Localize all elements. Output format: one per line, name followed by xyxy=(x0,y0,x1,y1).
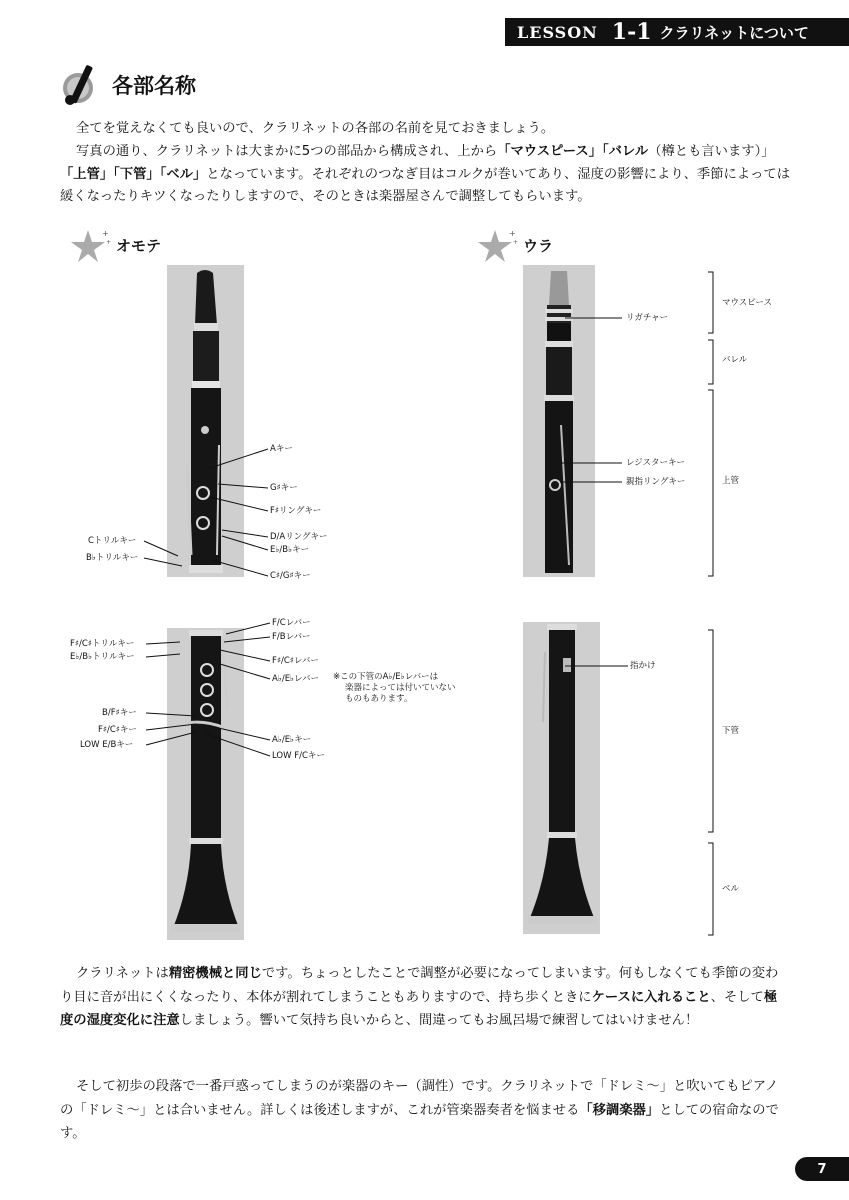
term-bell: 「ベル」 xyxy=(159,166,207,182)
back-upper-photo xyxy=(523,265,595,577)
star-icon xyxy=(68,226,112,264)
intro-paragraph xyxy=(60,118,790,141)
body1-bold-f: 極度の湿度変化に注意 xyxy=(60,989,778,1028)
label-da-ring-key: D/Aリングキー xyxy=(270,532,328,542)
page-number: 7 xyxy=(795,1157,849,1181)
term-upper: 「上管」 xyxy=(60,166,114,182)
back-lower-photo xyxy=(523,622,600,934)
label-c-trill-key: Cトリルキー xyxy=(88,536,137,546)
body1-bold-d: ケースに入れること xyxy=(591,989,711,1005)
note-line-3: ものもあります。 xyxy=(345,694,413,704)
label-fsc-key: F♯/C♯キー xyxy=(98,725,137,735)
front-lower-photo xyxy=(167,628,244,940)
svg-text:+: + xyxy=(509,229,516,238)
label-thumb-ring-key: 親指リングキー xyxy=(626,477,686,487)
label-a-key: Aキー xyxy=(270,444,293,454)
body1-bold-b: 精密機械と同じ xyxy=(168,966,262,981)
body1-text-a: クラリネットは xyxy=(76,966,169,981)
label-fs-ring-key: F♯リングキー xyxy=(270,506,322,516)
star-icon xyxy=(475,226,519,264)
svg-text:+: + xyxy=(513,239,519,246)
body-paragraph-1 xyxy=(60,962,790,1033)
intro-text-2: （樽とも言います）」 xyxy=(648,144,775,159)
intro-text: 写真の通り、クラリネットは大まかに5つの部品から構成され、上から xyxy=(76,144,498,159)
body1-text-c: です。ちょっとしたことで調整が必要になってしまいます。何もしなくても季節の変わり目に音が出にくくなったり、本体が割れてしまうこともありますので、持ち歩くときに xyxy=(60,966,779,1005)
lesson-title: クラリネットについて xyxy=(659,23,809,42)
lesson-label: LESSON xyxy=(517,22,598,42)
body2-bold-b: 「移調楽器」 xyxy=(579,1102,660,1118)
label-ab-lever: A♭/E♭レバー xyxy=(272,674,319,684)
clarinet-front-lower-image xyxy=(167,628,244,940)
body2-text-c: としての宿命なのです。 xyxy=(60,1102,779,1141)
label-cs-key: C♯/G♯キー xyxy=(270,571,311,581)
label-gs-key: G♯キー xyxy=(270,483,298,493)
part-bell: ベル xyxy=(722,884,740,894)
body1-text-g: しましょう。響いて気持ち良いからと、間違ってもお風呂場で練習してはいけません！ xyxy=(179,1013,699,1028)
label-fsc-lever: F♯/C♯レバー xyxy=(272,656,319,666)
clarinet-back-lower-image xyxy=(523,622,600,934)
front-heading xyxy=(68,226,161,264)
label-bb-trill-key: B♭トリルキー xyxy=(86,553,139,563)
label-thumb-rest: 指かけ xyxy=(630,661,656,671)
section-title: 各部名称 xyxy=(112,74,196,98)
intro-text-3: となっています。それぞれのつなぎ目はコルクが巻いてあり、湿度の影響により、季節によっては緩くなったりキツくなったりしますので、そのときは楽器屋さんで調整してもらいます。 xyxy=(60,166,791,205)
clarinet-icon xyxy=(60,62,104,108)
back-heading-label: ウラ xyxy=(523,236,554,255)
part-barrel: バレル xyxy=(722,355,748,365)
label-register-key: レジスターキー xyxy=(626,458,686,468)
lesson-header xyxy=(505,18,849,46)
note-line-1: ※この下管のA♭/E♭レバーは xyxy=(333,672,439,682)
label-low-eb-key: LOW E/Bキー xyxy=(80,740,134,750)
clarinet-front-upper-image xyxy=(167,265,244,577)
term-lower: 「下管」 xyxy=(113,166,160,182)
term-barrel: 「バレル xyxy=(601,144,649,159)
lever-note xyxy=(333,672,456,705)
intro-line-1: 全てを覚えなくても良いので、クラリネットの各部の名前を見ておきましょう。 xyxy=(76,121,555,136)
label-fs-trill-key: F♯/C♯トリルキー xyxy=(70,639,135,649)
note-line-2: 楽器によっては付いていない xyxy=(345,683,456,693)
intro-paragraph-2 xyxy=(60,141,790,209)
body-paragraph-2 xyxy=(60,1075,790,1146)
front-upper-photo xyxy=(167,265,244,577)
svg-text:+: + xyxy=(106,239,112,246)
body2-text-a: そして初歩の段落で一番戸惑ってしまうのが楽器のキー（調性）です。クラリネットで「ドレミ～」と吹いてもピアノの「ドレミ～」とは合いません。詳しくは後述しますが、これが管楽器奏者を悩ませる xyxy=(60,1079,779,1118)
part-mouthpiece: マウスピース xyxy=(722,298,772,308)
label-eb-trill-key: E♭/B♭トリルキー xyxy=(70,652,135,662)
back-heading xyxy=(475,226,553,264)
label-ab-key: A♭/E♭キー xyxy=(272,735,312,745)
label-fb-lever: F/Bレバー xyxy=(272,632,311,642)
lesson-number: 1-1 xyxy=(611,19,652,45)
front-heading-label: オモテ xyxy=(116,236,162,255)
part-lower-joint: 下管 xyxy=(722,726,740,736)
label-fc-lever: F/Cレバー xyxy=(272,618,311,628)
clarinet-back-upper-image xyxy=(523,265,595,577)
section-heading xyxy=(60,62,196,108)
term-mouthpiece: 「マウスピース」 xyxy=(497,144,602,159)
body1-text-e: 、そして xyxy=(710,989,764,1005)
label-eb-key: E♭/B♭キー xyxy=(270,545,310,555)
part-upper-joint: 上管 xyxy=(722,476,740,486)
label-low-fc-key: LOW F/Cキー xyxy=(272,751,325,761)
label-bfs-key: B/F♯キー xyxy=(102,708,137,718)
label-ligature: リガチャー xyxy=(626,313,669,323)
svg-text:+: + xyxy=(102,229,109,238)
